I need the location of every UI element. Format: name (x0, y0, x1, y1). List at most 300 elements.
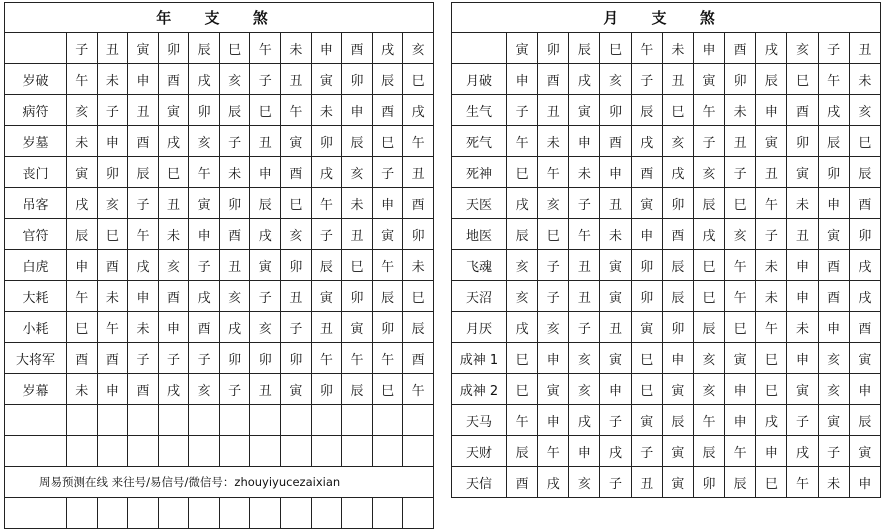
branch-cell: 巳 (631, 343, 662, 374)
row-label: 成神 2 (452, 374, 507, 405)
branch-cell: 戌 (787, 436, 818, 467)
branch-cell: 午 (818, 64, 849, 95)
empty-cell (5, 436, 67, 467)
branch-cell: 戌 (631, 126, 662, 157)
branch-cell: 申 (569, 126, 600, 157)
branch-cell: 亥 (569, 343, 600, 374)
branch-cell: 酉 (67, 343, 98, 374)
branch-cell: 辰 (662, 250, 693, 281)
branch-cell: 寅 (662, 436, 693, 467)
branch-cell: 寅 (818, 405, 849, 436)
branch-cell: 未 (849, 64, 880, 95)
header-branch-cell: 卯 (158, 33, 189, 64)
empty-cell (128, 498, 159, 529)
branch-cell: 申 (756, 95, 787, 126)
empty-cell (281, 498, 312, 529)
empty-cell (158, 405, 189, 436)
table-row (452, 250, 881, 281)
branch-cell: 辰 (311, 250, 342, 281)
branch-cell: 亥 (158, 250, 189, 281)
branch-cell: 子 (631, 436, 662, 467)
branch-cell: 未 (725, 95, 756, 126)
branch-cell: 寅 (281, 374, 312, 405)
header-branch-cell: 子 (818, 33, 849, 64)
branch-cell: 寅 (725, 343, 756, 374)
table-row (5, 157, 434, 188)
branch-cell: 亥 (507, 250, 538, 281)
header-branch-cell: 酉 (725, 33, 756, 64)
branch-cell: 巳 (67, 312, 98, 343)
branch-cell: 申 (128, 64, 159, 95)
branch-cell: 酉 (600, 126, 631, 157)
branch-cell: 戌 (219, 312, 250, 343)
header-branch-cell: 亥 (403, 33, 434, 64)
branch-cell: 亥 (693, 374, 724, 405)
branch-cell: 寅 (158, 95, 189, 126)
header-branch-cell: 巳 (600, 33, 631, 64)
row-label: 岁幕 (5, 374, 67, 405)
branch-cell: 酉 (662, 219, 693, 250)
row-label: 成神 1 (452, 343, 507, 374)
table-row (5, 312, 434, 343)
branch-cell: 巳 (97, 219, 128, 250)
branch-cell: 巳 (507, 374, 538, 405)
branch-cell: 戌 (849, 281, 880, 312)
branch-cell: 子 (189, 250, 220, 281)
branch-cell: 丑 (569, 281, 600, 312)
branch-cell: 巳 (372, 126, 403, 157)
branch-cell: 寅 (662, 467, 693, 498)
row-label: 生气 (452, 95, 507, 126)
branch-cell: 午 (725, 281, 756, 312)
header-branch-cell: 寅 (128, 33, 159, 64)
branch-cell: 申 (372, 188, 403, 219)
empty-cell (158, 436, 189, 467)
branch-cell: 卯 (600, 95, 631, 126)
branch-cell: 卯 (281, 343, 312, 374)
header-branch-cell: 未 (662, 33, 693, 64)
branch-cell: 未 (311, 95, 342, 126)
branch-cell: 午 (128, 219, 159, 250)
branch-cell: 辰 (693, 436, 724, 467)
row-label: 白虎 (5, 250, 67, 281)
row-label: 小耗 (5, 312, 67, 343)
branch-cell: 戌 (67, 188, 98, 219)
branch-cell: 寅 (787, 374, 818, 405)
branch-cell: 子 (569, 188, 600, 219)
row-label: 月厌 (452, 312, 507, 343)
row-label: 天财 (452, 436, 507, 467)
branch-cell: 寅 (250, 250, 281, 281)
branch-cell: 巳 (756, 374, 787, 405)
branch-cell: 未 (756, 250, 787, 281)
branch-cell: 巳 (725, 312, 756, 343)
empty-cell (250, 405, 281, 436)
branch-cell: 午 (693, 95, 724, 126)
empty-row (5, 498, 434, 529)
branch-cell: 卯 (662, 188, 693, 219)
branch-cell: 辰 (372, 281, 403, 312)
empty-cell (281, 405, 312, 436)
branch-cell: 申 (342, 95, 373, 126)
branch-cell: 戌 (693, 219, 724, 250)
empty-row (5, 405, 434, 436)
branch-cell: 午 (725, 250, 756, 281)
branch-cell: 子 (250, 64, 281, 95)
branch-cell: 卯 (311, 374, 342, 405)
empty-cell (97, 498, 128, 529)
branch-cell: 申 (507, 64, 538, 95)
branch-cell: 辰 (818, 126, 849, 157)
branch-cell: 午 (507, 405, 538, 436)
branch-cell: 巳 (158, 157, 189, 188)
branch-cell: 申 (97, 374, 128, 405)
branch-cell: 丑 (281, 281, 312, 312)
table-divider (441, 0, 447, 500)
branch-cell: 辰 (342, 126, 373, 157)
empty-cell (189, 436, 220, 467)
branch-cell: 卯 (693, 467, 724, 498)
footer-text: 周易预测在线 来往号/易信号/微信号：zhouyiyucezaixian (5, 467, 434, 498)
branch-cell: 戌 (158, 126, 189, 157)
branch-cell: 卯 (250, 343, 281, 374)
branch-cell: 子 (219, 126, 250, 157)
empty-cell (128, 436, 159, 467)
branch-cell: 酉 (787, 95, 818, 126)
branch-cell: 戌 (507, 188, 538, 219)
branch-cell: 亥 (189, 126, 220, 157)
branch-cell: 戌 (569, 64, 600, 95)
empty-cell (189, 498, 220, 529)
empty-cell (219, 436, 250, 467)
branch-cell: 寅 (849, 436, 880, 467)
branch-cell: 亥 (662, 126, 693, 157)
branch-cell: 丑 (342, 219, 373, 250)
empty-cell (372, 498, 403, 529)
branch-cell: 辰 (219, 95, 250, 126)
branch-cell: 辰 (403, 312, 434, 343)
branch-cell: 子 (219, 374, 250, 405)
branch-cell: 寅 (569, 95, 600, 126)
branch-cell: 戌 (403, 95, 434, 126)
branch-cell: 申 (756, 436, 787, 467)
branch-cell: 未 (342, 188, 373, 219)
empty-cell (219, 498, 250, 529)
row-label: 天医 (452, 188, 507, 219)
branch-cell: 寅 (311, 281, 342, 312)
table-row (452, 64, 881, 95)
branch-cell: 子 (693, 126, 724, 157)
branch-cell: 申 (67, 250, 98, 281)
branch-cell: 寅 (67, 157, 98, 188)
branch-cell: 午 (538, 436, 569, 467)
branch-cell: 午 (97, 312, 128, 343)
table-row (452, 157, 881, 188)
branch-cell: 酉 (849, 312, 880, 343)
branch-cell: 戌 (128, 250, 159, 281)
branch-cell: 未 (818, 467, 849, 498)
branch-cell: 亥 (818, 343, 849, 374)
branch-cell: 辰 (756, 64, 787, 95)
branch-cell: 辰 (693, 312, 724, 343)
branch-cell: 丑 (600, 188, 631, 219)
empty-cell (311, 405, 342, 436)
branch-cell: 酉 (818, 281, 849, 312)
branch-cell: 酉 (631, 157, 662, 188)
branch-cell: 巳 (693, 281, 724, 312)
branch-cell: 巳 (756, 467, 787, 498)
branch-cell: 亥 (569, 467, 600, 498)
empty-cell (372, 436, 403, 467)
branch-cell: 申 (787, 250, 818, 281)
branch-cell: 午 (787, 467, 818, 498)
year-branch-sha-table (4, 2, 434, 529)
table-row (452, 312, 881, 343)
branch-cell: 亥 (250, 312, 281, 343)
branch-cell: 寅 (342, 312, 373, 343)
branch-cell: 申 (189, 219, 220, 250)
branch-cell: 巳 (538, 219, 569, 250)
empty-cell (5, 405, 67, 436)
branch-cell: 申 (600, 374, 631, 405)
row-label: 岁破 (5, 64, 67, 95)
row-label: 大将军 (5, 343, 67, 374)
branch-cell: 子 (787, 405, 818, 436)
branch-cell: 卯 (631, 250, 662, 281)
branch-cell: 丑 (403, 157, 434, 188)
branch-cell: 亥 (342, 157, 373, 188)
branch-cell: 卯 (342, 64, 373, 95)
empty-cell (403, 405, 434, 436)
empty-cell (67, 405, 98, 436)
branch-cell: 辰 (725, 467, 756, 498)
empty-cell (250, 436, 281, 467)
branch-cell: 戌 (569, 405, 600, 436)
header-branch-cell: 申 (311, 33, 342, 64)
branch-cell: 申 (818, 312, 849, 343)
table-title: 月 支 煞 (452, 3, 881, 33)
row-label: 天沼 (452, 281, 507, 312)
empty-cell (5, 498, 67, 529)
branch-cell: 戌 (189, 281, 220, 312)
branch-cell: 丑 (128, 95, 159, 126)
empty-cell (67, 498, 98, 529)
branch-cell: 亥 (67, 95, 98, 126)
row-label: 病符 (5, 95, 67, 126)
row-label: 吊客 (5, 188, 67, 219)
branch-cell: 亥 (219, 64, 250, 95)
footer-row (5, 467, 434, 498)
empty-cell (189, 405, 220, 436)
branch-cell: 亥 (693, 157, 724, 188)
branch-cell: 辰 (662, 405, 693, 436)
branch-cell: 卯 (787, 126, 818, 157)
branch-cell: 午 (569, 219, 600, 250)
branch-cell: 子 (281, 312, 312, 343)
branch-cell: 戌 (849, 250, 880, 281)
header-corner-cell (452, 33, 507, 64)
row-label: 天信 (452, 467, 507, 498)
branch-cell: 子 (128, 343, 159, 374)
branch-cell: 辰 (631, 95, 662, 126)
branch-cell: 巳 (507, 157, 538, 188)
branch-cell: 亥 (538, 188, 569, 219)
branch-cell: 戌 (818, 95, 849, 126)
branch-cell: 卯 (372, 312, 403, 343)
empty-cell (342, 498, 373, 529)
table-row (452, 467, 881, 498)
branch-cell: 寅 (189, 188, 220, 219)
branch-cell: 酉 (849, 188, 880, 219)
branch-cell: 子 (128, 188, 159, 219)
branch-cell: 丑 (538, 95, 569, 126)
branch-cell: 戌 (538, 467, 569, 498)
branch-cell: 未 (600, 219, 631, 250)
branch-cell: 巳 (281, 188, 312, 219)
branch-cell: 寅 (631, 312, 662, 343)
table-row (5, 374, 434, 405)
header-branch-cell: 酉 (342, 33, 373, 64)
branch-cell: 未 (756, 281, 787, 312)
branch-cell: 亥 (281, 219, 312, 250)
branch-cell: 亥 (818, 374, 849, 405)
branch-cell: 午 (67, 64, 98, 95)
branch-cell: 子 (569, 312, 600, 343)
branch-cell: 午 (189, 157, 220, 188)
branch-cell: 午 (372, 343, 403, 374)
branch-cell: 申 (569, 436, 600, 467)
branch-cell: 巳 (403, 281, 434, 312)
branch-cell: 寅 (600, 281, 631, 312)
row-label: 天马 (452, 405, 507, 436)
branch-cell: 寅 (600, 250, 631, 281)
branch-cell: 酉 (818, 250, 849, 281)
header-branch-cell: 卯 (538, 33, 569, 64)
branch-cell: 子 (725, 157, 756, 188)
branch-cell: 酉 (97, 343, 128, 374)
row-label: 岁墓 (5, 126, 67, 157)
branch-cell: 丑 (756, 157, 787, 188)
branch-cell: 未 (538, 126, 569, 157)
branch-cell: 酉 (128, 374, 159, 405)
branch-cell: 辰 (342, 374, 373, 405)
branch-cell: 午 (372, 250, 403, 281)
header-branch-cell: 辰 (189, 33, 220, 64)
branch-cell: 辰 (507, 219, 538, 250)
branch-cell: 卯 (342, 281, 373, 312)
branch-cell: 午 (281, 95, 312, 126)
branch-cell: 申 (631, 219, 662, 250)
branch-cell: 寅 (600, 343, 631, 374)
branch-cell: 未 (569, 157, 600, 188)
branch-cell: 巳 (849, 126, 880, 157)
table-row (452, 126, 881, 157)
header-corner-cell (5, 33, 67, 64)
branch-cell: 辰 (849, 405, 880, 436)
table-row (452, 374, 881, 405)
row-label: 大耗 (5, 281, 67, 312)
branch-cell: 酉 (507, 467, 538, 498)
branch-cell: 未 (787, 188, 818, 219)
empty-cell (250, 498, 281, 529)
empty-cell (67, 436, 98, 467)
row-label: 官符 (5, 219, 67, 250)
branch-cell: 申 (158, 312, 189, 343)
branch-cell: 午 (725, 436, 756, 467)
branch-cell: 戌 (158, 374, 189, 405)
branch-cell: 寅 (631, 405, 662, 436)
branch-cell: 亥 (97, 188, 128, 219)
branch-cell: 巳 (250, 95, 281, 126)
branch-cell: 子 (250, 281, 281, 312)
branch-cell: 戌 (662, 157, 693, 188)
branch-cell: 卯 (281, 250, 312, 281)
branch-cell: 卯 (311, 126, 342, 157)
table-row (5, 343, 434, 374)
branch-cell: 巳 (372, 374, 403, 405)
branch-cell: 申 (787, 281, 818, 312)
branch-cell: 丑 (250, 126, 281, 157)
title-row (5, 3, 434, 33)
branch-cell: 酉 (128, 126, 159, 157)
branch-cell: 寅 (538, 374, 569, 405)
branch-cell: 戌 (600, 436, 631, 467)
branch-cell: 酉 (281, 157, 312, 188)
branch-cell: 丑 (631, 467, 662, 498)
header-branch-cell: 戌 (372, 33, 403, 64)
branch-cell: 申 (600, 157, 631, 188)
branch-cell: 寅 (818, 219, 849, 250)
empty-row (5, 436, 434, 467)
branch-cell: 卯 (662, 312, 693, 343)
branch-cell: 巳 (725, 188, 756, 219)
table-row (5, 64, 434, 95)
empty-cell (403, 436, 434, 467)
branch-cell: 巳 (693, 250, 724, 281)
branch-cell: 辰 (250, 188, 281, 219)
branch-cell: 丑 (600, 312, 631, 343)
header-branch-cell: 亥 (787, 33, 818, 64)
empty-cell (342, 405, 373, 436)
branch-cell: 未 (128, 312, 159, 343)
table-row (452, 281, 881, 312)
branch-cell: 卯 (631, 281, 662, 312)
branch-cell: 子 (600, 405, 631, 436)
branch-cell: 戌 (507, 312, 538, 343)
header-row (452, 33, 881, 64)
row-label: 死气 (452, 126, 507, 157)
branch-cell: 子 (311, 219, 342, 250)
branch-cell: 卯 (818, 157, 849, 188)
table-row (5, 188, 434, 219)
branch-cell: 辰 (849, 157, 880, 188)
header-branch-cell: 巳 (219, 33, 250, 64)
table-row (452, 343, 881, 374)
table-title: 年 支 煞 (5, 3, 434, 33)
branch-cell: 申 (725, 405, 756, 436)
empty-cell (342, 436, 373, 467)
header-branch-cell: 寅 (507, 33, 538, 64)
branch-cell: 卯 (219, 188, 250, 219)
branch-cell: 卯 (219, 343, 250, 374)
branch-cell: 子 (600, 467, 631, 498)
branch-cell: 寅 (693, 64, 724, 95)
row-label: 地医 (452, 219, 507, 250)
branch-cell: 酉 (372, 95, 403, 126)
branch-cell: 寅 (311, 64, 342, 95)
branch-cell: 丑 (662, 64, 693, 95)
branch-cell: 亥 (725, 219, 756, 250)
